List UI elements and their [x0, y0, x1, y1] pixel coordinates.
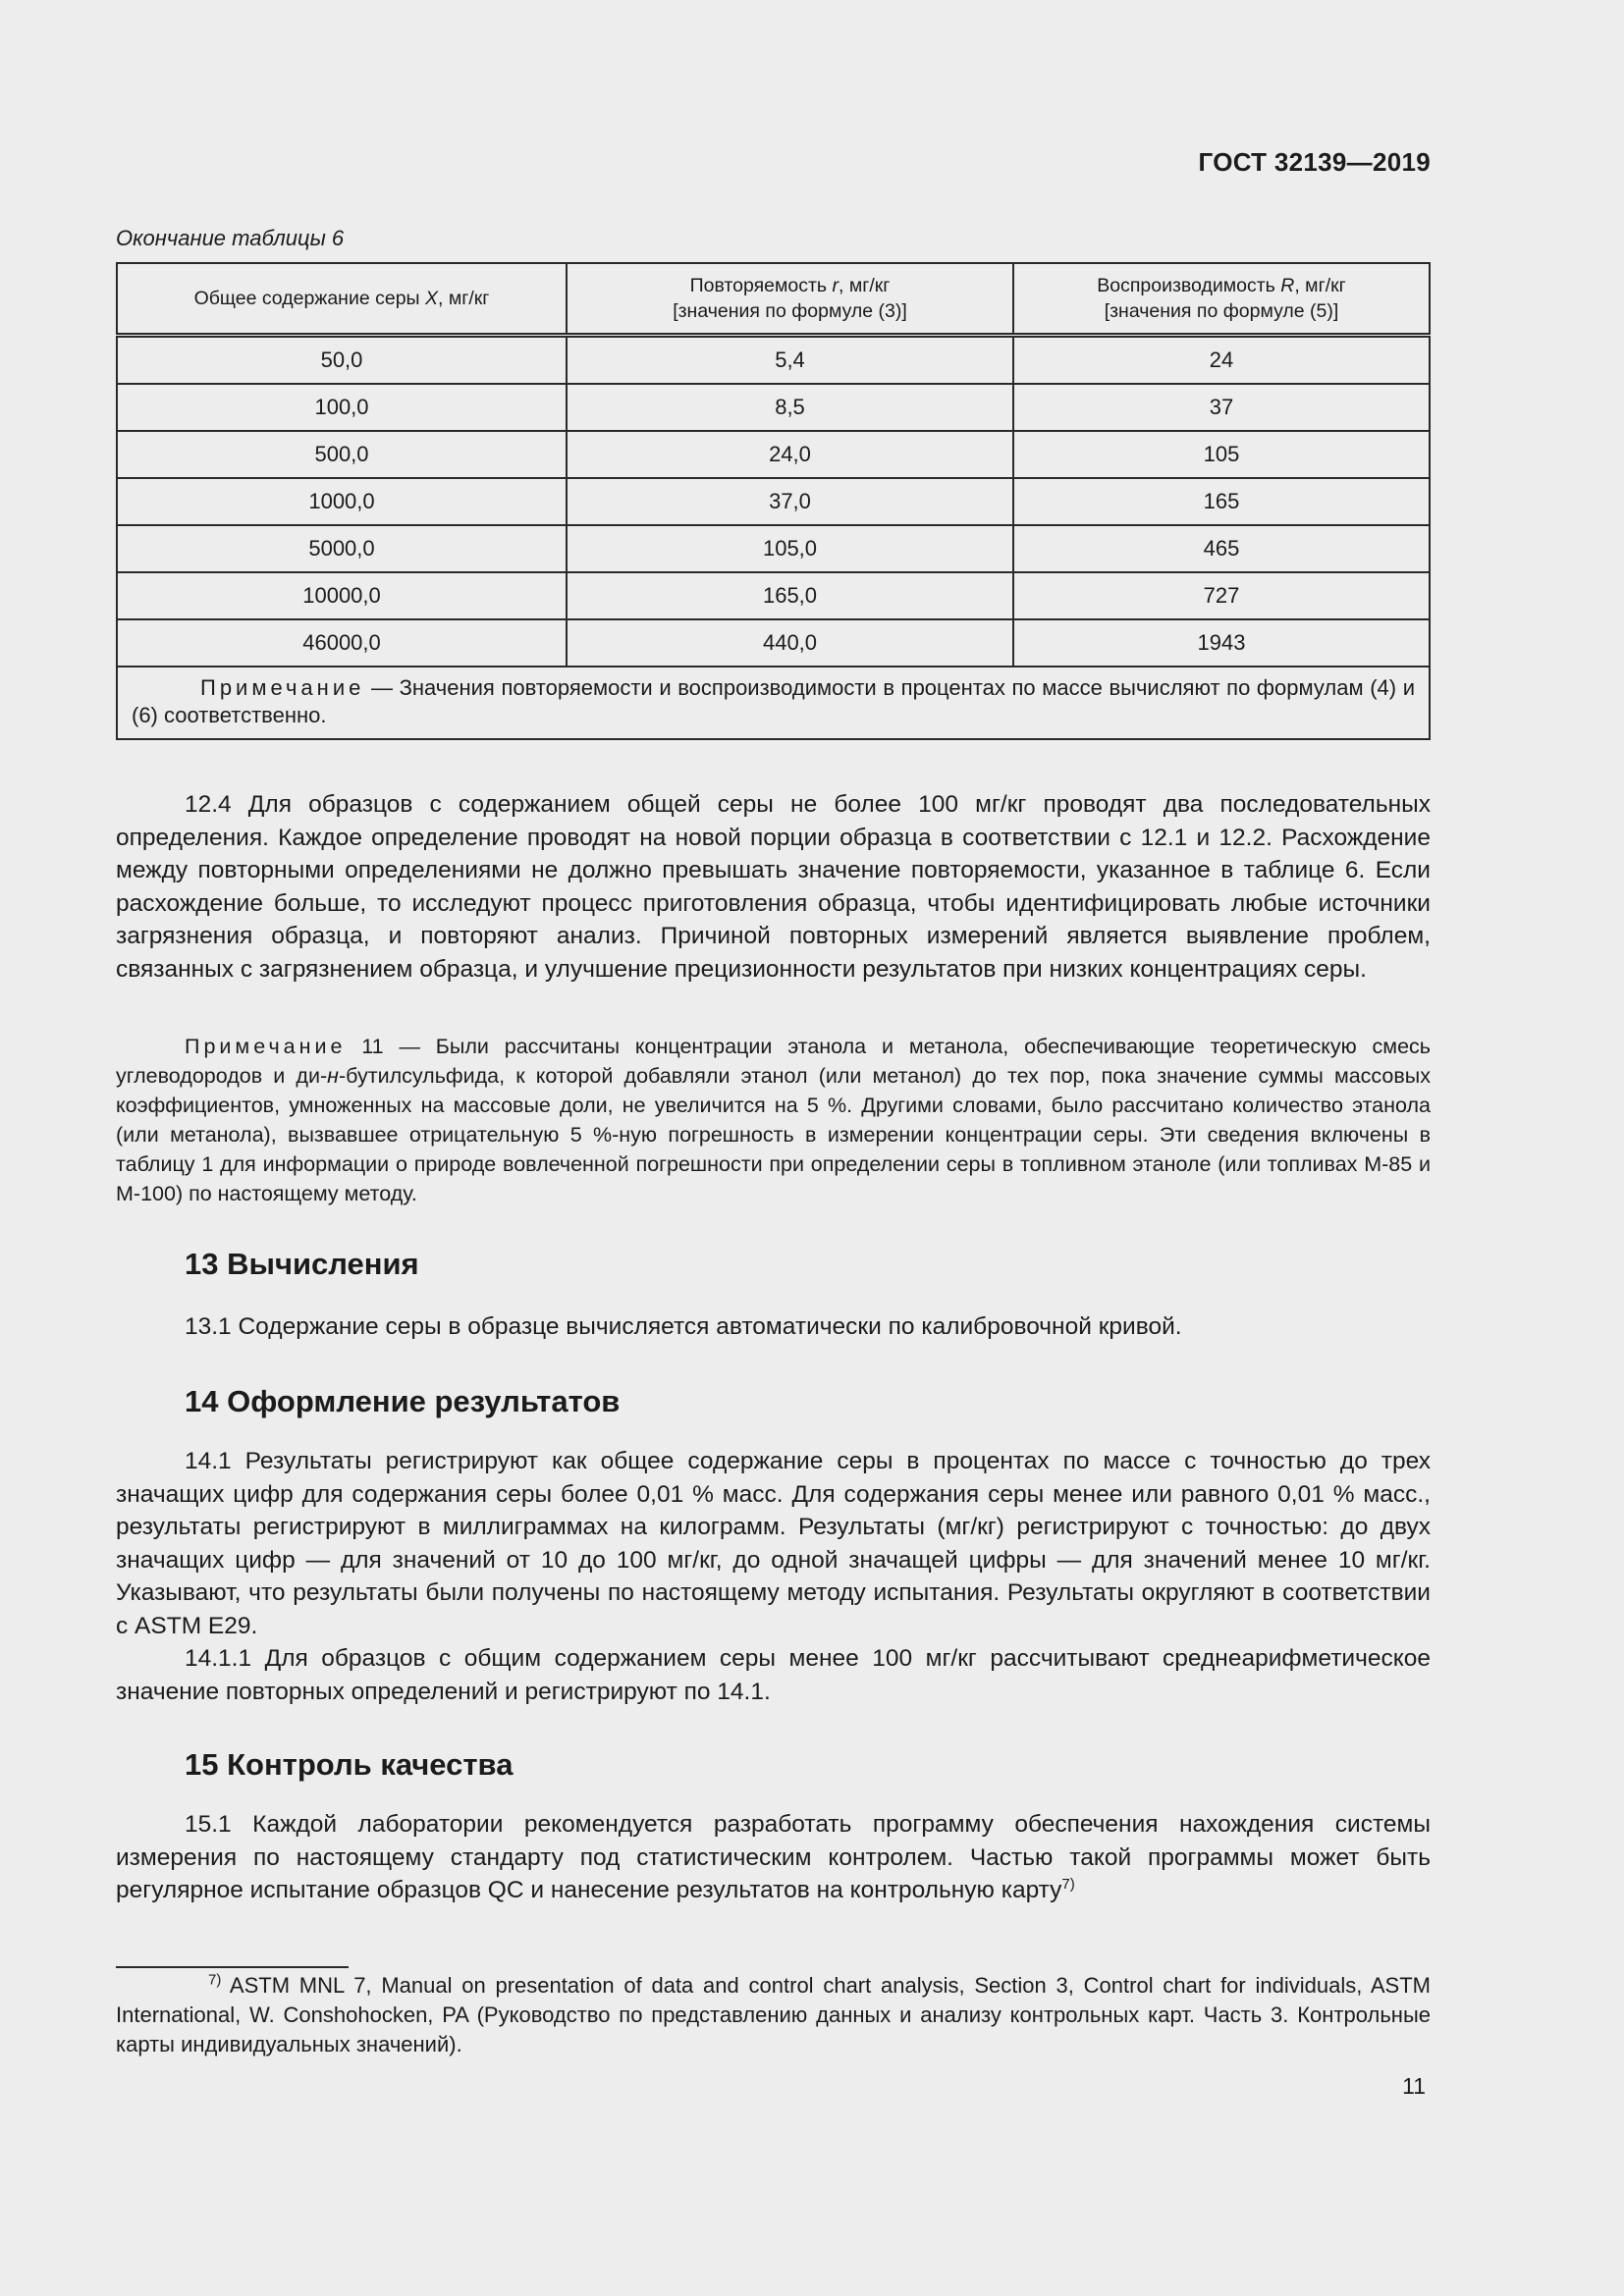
table-cell: 24 — [1013, 336, 1430, 385]
paragraph-12-4: 12.4 Для образцов с содержанием общей серы не более 100 мг/кг проводят два последовательных определения. Каждое определение проводят на новой порции образца в соответствии с 12.1 и 12.2. Расхождение между повторными определениями не должно превышать значение повторяемости, указанное в таблице 6. Если расхождение больше, то исследуют процесс приготовления образца, чтобы идентифицировать любые источники загрязнения образца, и повторяют анализ. Причиной повторных измерений является выявление проблем, связанных с загрязнением образца, и улучшение прецизионности результатов при низких концентрациях серы. — [116, 791, 1431, 983]
section-15-body — [116, 1808, 1431, 1907]
table-cell: 24,0 — [567, 431, 1013, 478]
section-15-title: 15 Контроль качества — [185, 1747, 514, 1782]
table-cell: 727 — [1013, 572, 1430, 619]
note-text: — Значения повторяемости и воспроизводимости в процентах по массе вычисляют по формулам (4) и (6) соответственно. — [132, 675, 1415, 727]
table-row — [117, 336, 1430, 385]
table-cell: 1000,0 — [117, 478, 567, 525]
footnote — [116, 1971, 1431, 2059]
header-repeatability: Повторяемость r, мг/кг [значения по формуле (3)] — [567, 263, 1013, 336]
table-cell: 8,5 — [567, 384, 1013, 431]
table-note-row — [117, 667, 1430, 739]
table-cell: 165,0 — [567, 572, 1013, 619]
note-11-block — [116, 1032, 1431, 1208]
table-row — [117, 431, 1430, 478]
table-cell: 37,0 — [567, 478, 1013, 525]
paragraph-13-1: 13.1 Содержание серы в образце вычисляется автоматически по калибровочной кривой. — [185, 1313, 1182, 1340]
paragraph-12-4-block — [116, 788, 1431, 986]
table-caption: Окончание таблицы 6 — [116, 226, 345, 250]
table-row — [117, 384, 1430, 431]
table-cell: 165 — [1013, 478, 1430, 525]
note-11: Примечание 11 — Были рассчитаны концентрации этанола и метанола, обеспечивающие теоретическую смесь углеводородов и ди-н-бутилсульфида, к которой добавляли этанол (или метанол) до тех пор, пока значение суммы массовых коэффициентов, умноженных на массовые доли, не увеличится на 5 %. Другими словами, было рассчитано количество этанола (или метанола), вызвавшее отрицательную 5 %-ную погрешность в измерении концентрации серы. Эти сведения включены в таблицу 1 для информации о природе вовлеченной погрешности при определении серы в топливном этаноле (или топливах М-85 и М-100) по настоящему методу. — [116, 1035, 1432, 1205]
header-sulfur-content: Общее содержание серы X, мг/кг — [117, 263, 567, 336]
section-13-title: 13 Вычисления — [185, 1247, 419, 1281]
precision-table — [116, 262, 1431, 740]
table-cell: 105,0 — [567, 525, 1013, 572]
table-cell: 10000,0 — [117, 572, 567, 619]
section-14-body — [116, 1445, 1431, 1708]
table-cell: 1943 — [1013, 619, 1430, 667]
table-cell: 100,0 — [117, 384, 567, 431]
table-row — [117, 619, 1430, 667]
footnote-ref: 7) — [1061, 1875, 1075, 1893]
table-row — [117, 478, 1430, 525]
note-label: Примечание — [200, 675, 365, 700]
table-cell: 5,4 — [567, 336, 1013, 385]
section-14-title: 14 Оформление результатов — [185, 1384, 621, 1418]
paragraph-15-1: 15.1 Каждой лаборатории рекомендуется разработать программу обеспечения нахождения системы измерения по настоящему стандарту под статистическим контролем. Частью такой программы может быть регулярное испытание образцов QC и нанесение результатов на контрольную карту$^{7)}$ — [116, 1811, 1431, 1903]
table-header-row — [117, 263, 1430, 336]
table-note — [117, 667, 1430, 739]
table-cell: 37 — [1013, 384, 1430, 431]
standard-header: ГОСТ 32139—2019 — [1198, 147, 1431, 177]
table-cell: 5000,0 — [117, 525, 567, 572]
section-13-body — [116, 1310, 1431, 1344]
footnote-mark: 7) — [208, 1971, 222, 1989]
table-row — [117, 572, 1430, 619]
paragraph-14-1: 14.1 Результаты регистрируют как общее содержание серы в процентах по массе с точностью до трех значащих цифр для содержания серы более 0,01 % масс. Для содержания серы менее или равного 0,01 % масс., результаты регистрируют в миллиграммах на килограмм. Результаты (мг/кг) регистрируют с точностью: до двух значащих цифр — для значений от 10 до 100 мг/кг, до одной значащей цифры — для значений менее 10 мг/кг. Указывают, что результаты были получены по настоящему методу испытания. Результаты округляют в соответствии с ASTM E29. — [116, 1448, 1431, 1639]
paragraph-14-1-1: 14.1.1 Для образцов с общим содержанием серы менее 100 мг/кг рассчитывают среднеарифметическое значение повторных определений и регистрируют по 14.1. — [116, 1645, 1431, 1705]
table-row — [117, 525, 1430, 572]
table-cell: 440,0 — [567, 619, 1013, 667]
header-reproducibility: Воспроизводимость R, мг/кг [значения по формуле (5)] — [1013, 263, 1430, 336]
table-cell: 50,0 — [117, 336, 567, 385]
table-cell: 105 — [1013, 431, 1430, 478]
footnote-text: ASTM MNL 7, Manual on presentation of data and control chart analysis, Section 3, Control chart for individuals, ASTM International, W. Conshohocken, PA (Руководство по представлению данных и анализу контрольных карт. Часть 3. Контрольные карты индивидуальных значений). — [116, 1973, 1431, 2056]
table-cell: 46000,0 — [117, 619, 567, 667]
table-cell: 465 — [1013, 525, 1430, 572]
table-cell: 500,0 — [117, 431, 567, 478]
page-number: 11 — [1402, 2073, 1426, 2099]
footnote-divider — [116, 1966, 349, 1968]
